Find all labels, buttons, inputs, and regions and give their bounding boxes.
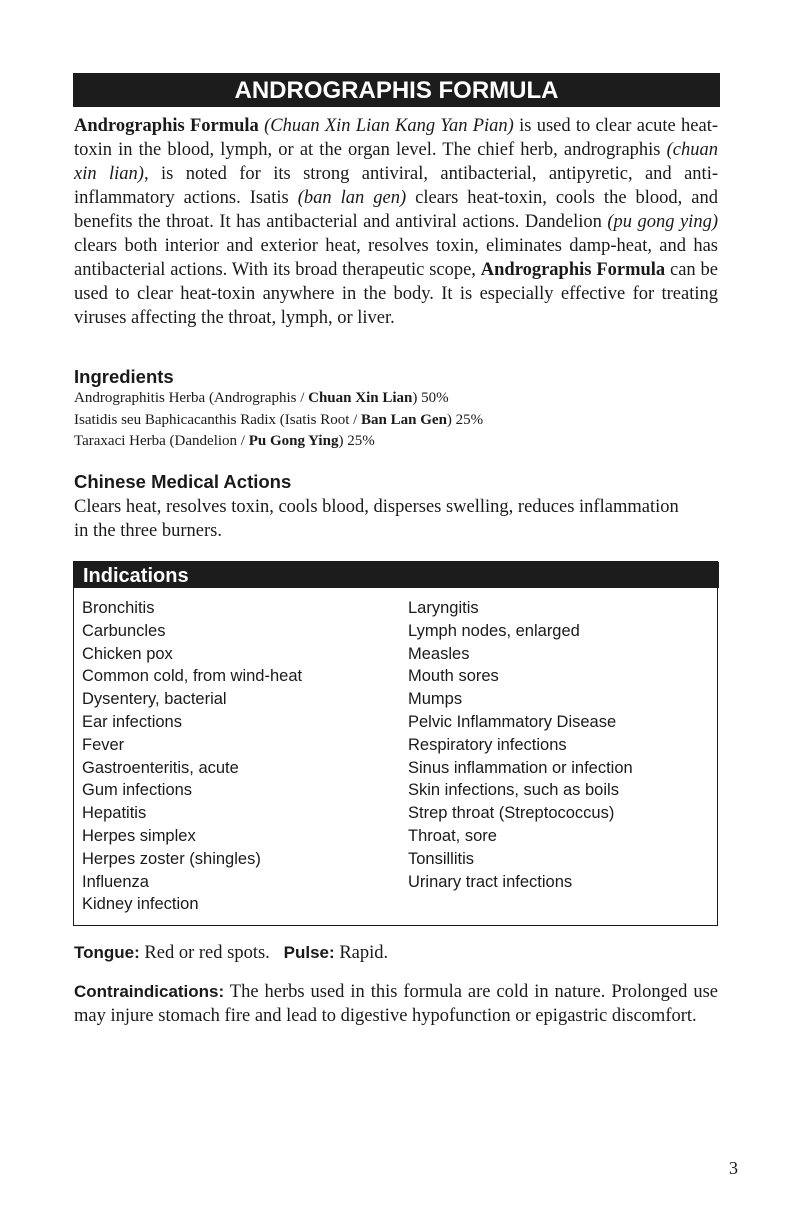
indication-item: Ear infections: [82, 712, 182, 731]
indications-left-column: [82, 597, 302, 916]
ingredient-row: [74, 431, 718, 453]
page-number: 3: [729, 1158, 738, 1178]
indication-item: Chicken pox: [82, 644, 173, 663]
pulse-label: Pulse:: [283, 943, 335, 962]
ingredients-list: [74, 388, 718, 453]
indication-item: Common cold, from wind-heat: [82, 667, 303, 686]
intro-paragraph: [74, 114, 718, 330]
ingredient-name: Isatidis seu Baphicacanthis Radix (Isatis Root /: [74, 411, 362, 428]
intro-text-4: clears both interior and exterior heat, resolves toxin, eliminates damp-heat, and has antibacterial actions. With its broad therapeutic scope,: [74, 236, 718, 280]
indication-item: Mumps: [408, 690, 463, 709]
indications-box: [73, 561, 718, 926]
indication-item: Bronchitis: [82, 599, 155, 617]
ingredient-pinyin: Chuan Xin Lian: [308, 390, 413, 406]
indication-item: Urinary tract infections: [408, 872, 573, 891]
ingredient-name: Taraxaci Herba (Dandelion /: [74, 433, 249, 449]
intro-text-3: clears heat-toxin, cools the blood, and benefits the throat. It has antibacterial and antiviral actions. Dandelion: [74, 188, 718, 232]
ingredient-pinyin: Ban Lan Gen: [361, 411, 447, 428]
page-title: ANDROGRAPHIS FORMULA: [73, 73, 720, 107]
indication-item: Dysentery, bacterial: [82, 690, 227, 709]
indication-item: Skin infections, such as boils: [408, 781, 619, 800]
indication-item: Respiratory infections: [408, 735, 567, 754]
actions-heading: Chinese Medical Actions: [74, 471, 292, 492]
indication-item: Pelvic Inflammatory Disease: [408, 712, 617, 731]
tongue-pulse-line: [74, 941, 718, 965]
indication-item: Gastroenteritis, acute: [82, 758, 239, 777]
ingredient-percent: ) 50%: [412, 390, 449, 406]
herb-pinyin-ban-lan-gen: (ban lan gen): [297, 188, 407, 208]
indication-item: Influenza: [82, 872, 149, 891]
indication-item: Kidney infection: [82, 895, 199, 914]
tongue-value: Red or red spots.: [139, 943, 270, 963]
ingredient-row: [74, 410, 718, 432]
intro-text-1: is used to clear acute heat-toxin in the blood, lymph, or at the organ level. The chief herb, andrographis: [74, 116, 718, 160]
indication-item: Tonsillitis: [408, 849, 475, 868]
actions-text: Clears heat, resolves toxin, cools blood, disperses swelling, reduces inflammation in the three burners.: [74, 497, 679, 541]
formula-pinyin: (Chuan Xin Lian Kang Yan Pian): [264, 116, 514, 136]
indications-heading: Indications: [74, 562, 719, 588]
indication-item: Mouth sores: [408, 667, 499, 686]
herb-pinyin-pu-gong-ying: (pu gong ying): [607, 212, 718, 232]
indication-item: Throat, sore: [408, 826, 497, 845]
ingredients-heading: Ingredients: [74, 366, 174, 387]
herb-pinyin-chuan-xin-lian: (chuan xin lian): [74, 140, 718, 184]
intro-text-5: can be used to clear heat-toxin anywhere in the body. It is especially effective for treating viruses affecting the throat, lymph, or liver.: [74, 260, 718, 328]
intro-text-2: , is noted for its strong antiviral, antibacterial, antipyretic, and anti-inflammatory actions. Isatis: [74, 164, 718, 208]
indications-right-column: [408, 597, 633, 893]
tongue-label: Tongue:: [74, 943, 140, 962]
indication-item: Fever: [82, 735, 125, 754]
contraindications-label: Contraindications:: [74, 982, 225, 1001]
indication-item: Lymph nodes, enlarged: [408, 621, 580, 640]
pulse-value: Rapid.: [334, 943, 389, 963]
indication-item: Strep throat (Streptococcus): [408, 804, 615, 823]
ingredient-row: [74, 388, 718, 410]
ingredient-percent: ) 25%: [338, 433, 375, 449]
indication-item: Laryngitis: [408, 599, 479, 617]
indication-item: Carbuncles: [82, 621, 166, 640]
indication-item: Measles: [408, 644, 470, 663]
indication-item: Gum infections: [82, 781, 193, 800]
indication-item: Herpes simplex: [82, 826, 196, 845]
ingredient-percent: ) 25%: [446, 411, 484, 428]
ingredient-pinyin: Pu Gong Ying: [248, 433, 339, 449]
formula-name-2: Andrographis Formula: [480, 260, 666, 280]
formula-name: Andrographis Formula: [74, 116, 259, 136]
indication-item: Sinus inflammation or infection: [408, 758, 633, 777]
ingredient-name: Andrographitis Herba (Andrographis /: [74, 390, 309, 406]
contraindications-text: The herbs used in this formula are cold in nature. Prolonged use may injure stomach fire and lead to digestive hypofunction or epigastric discomfort.: [74, 982, 718, 1026]
contraindications-paragraph: [74, 980, 718, 1028]
indication-item: Herpes zoster (shingles): [82, 849, 261, 868]
indication-item: Hepatitis: [82, 804, 147, 823]
